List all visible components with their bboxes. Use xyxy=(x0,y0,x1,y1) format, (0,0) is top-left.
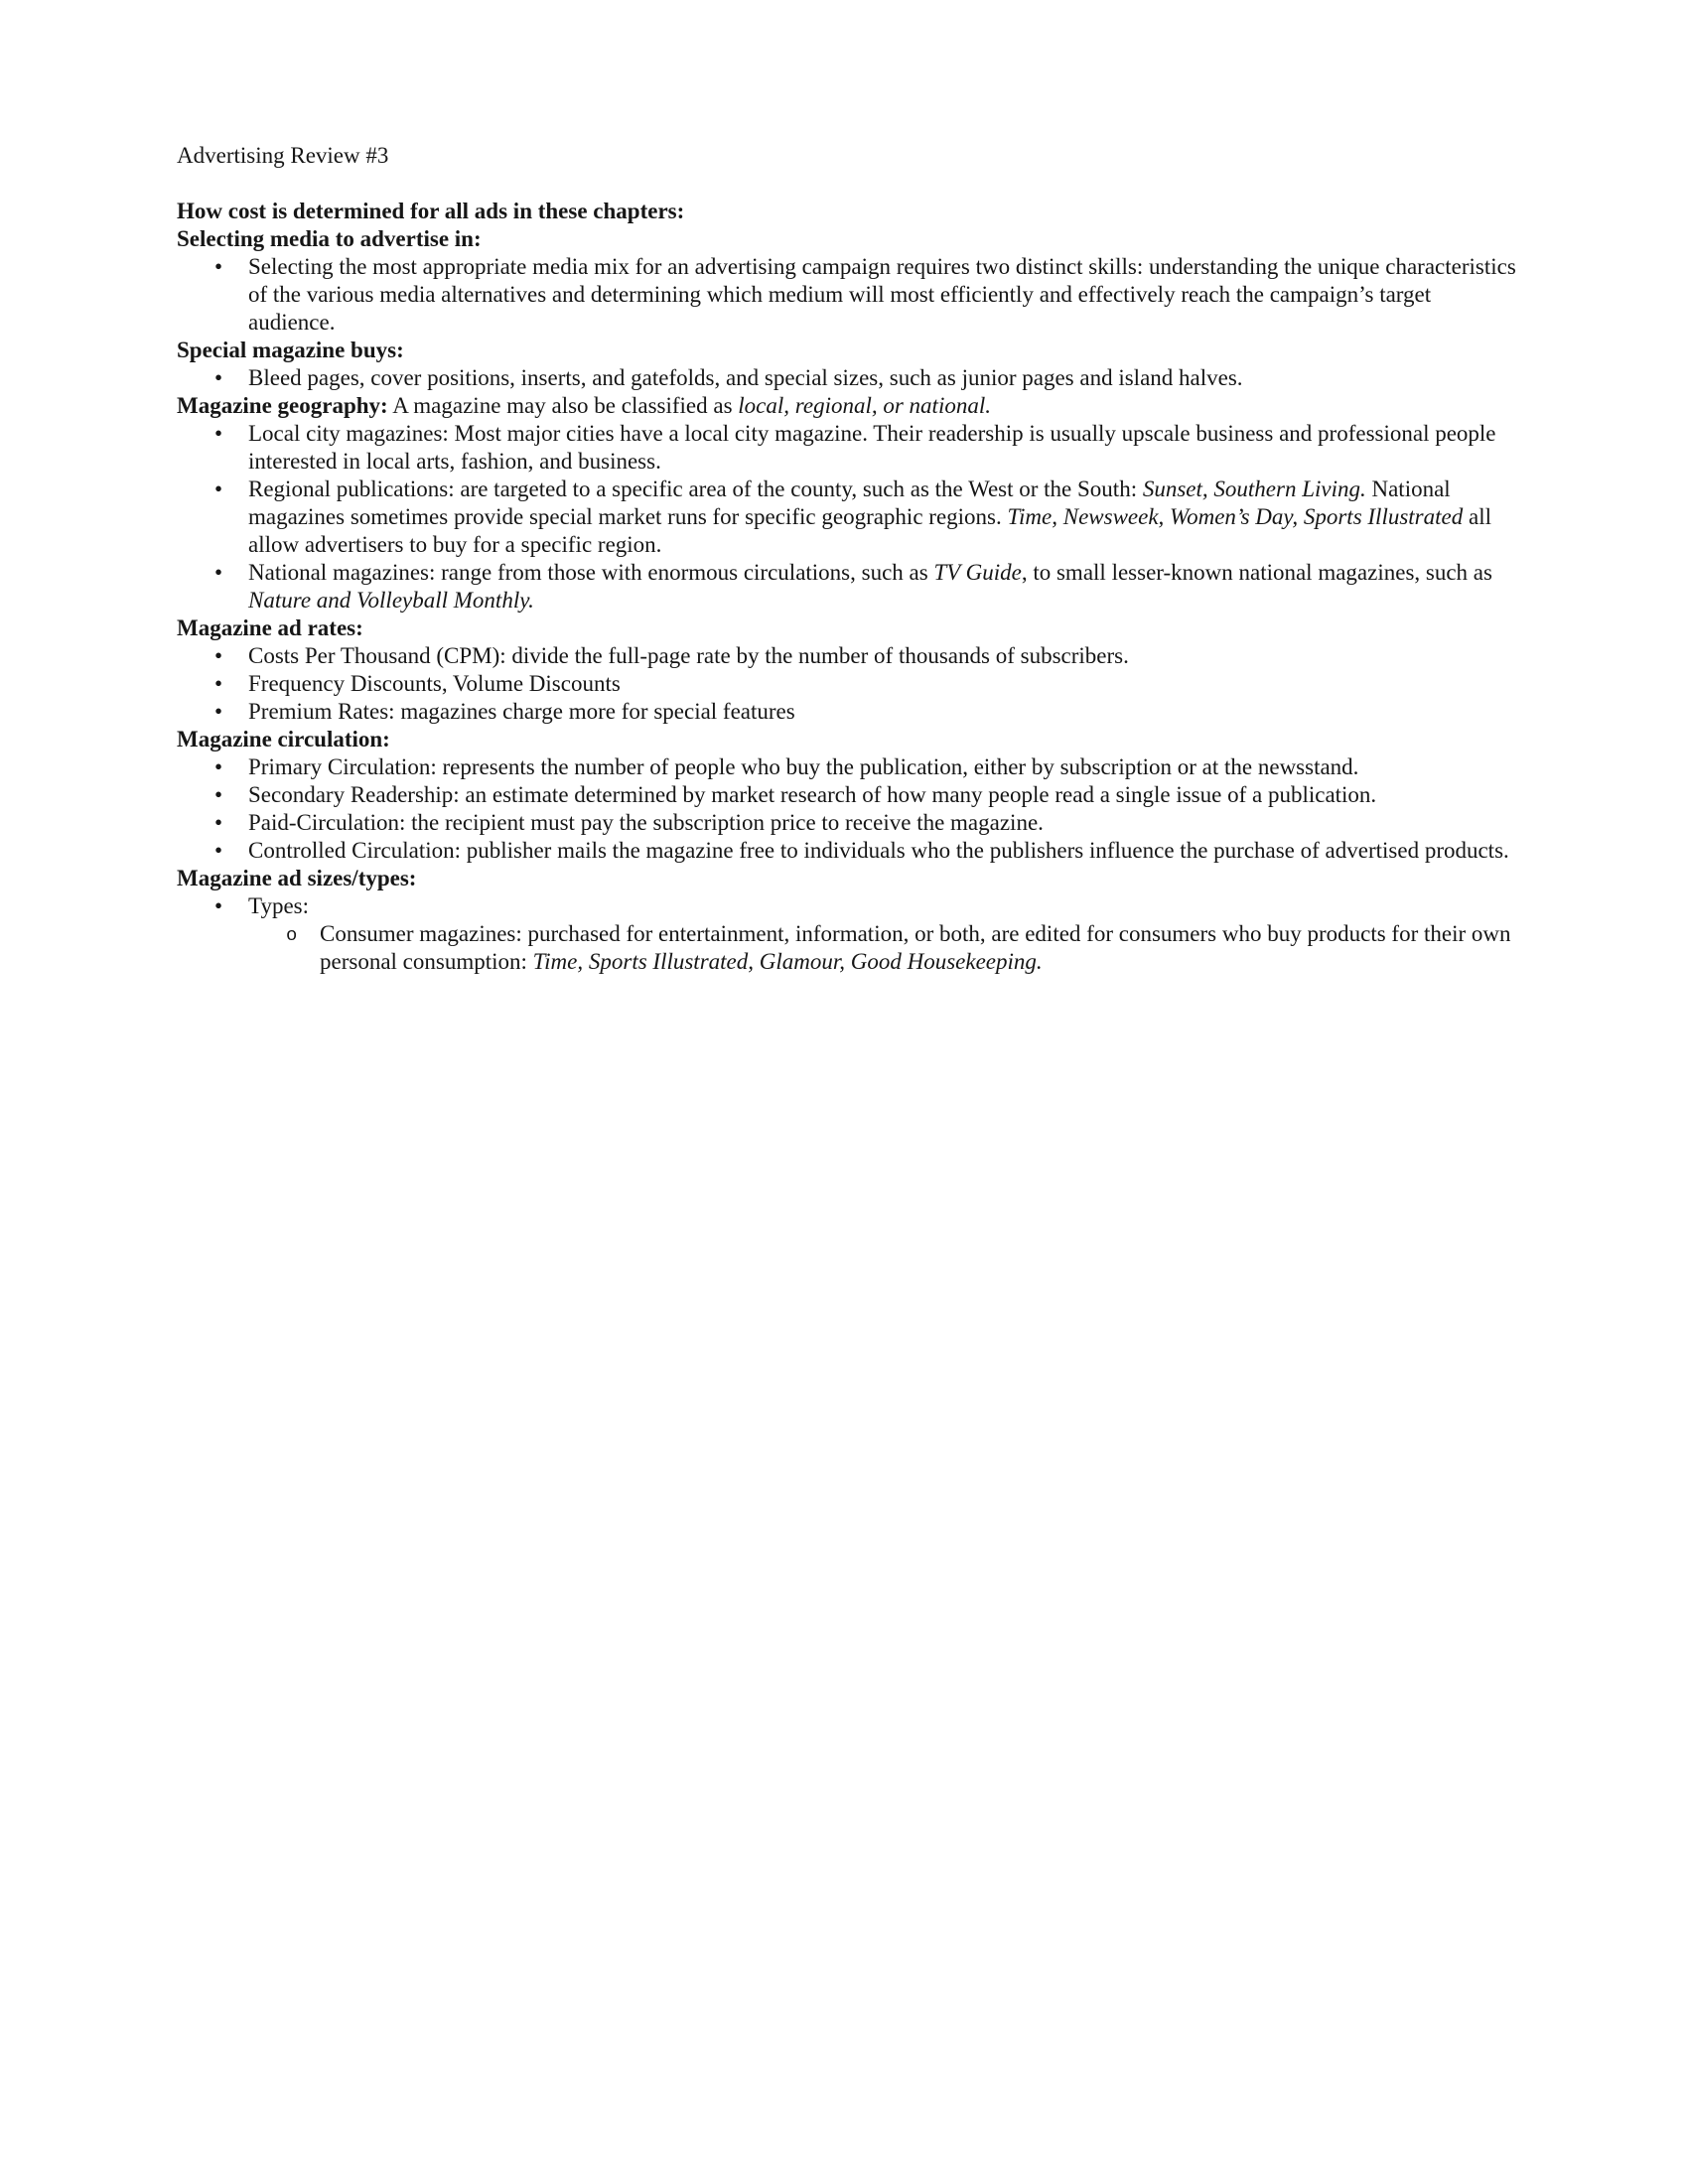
bullet-item xyxy=(177,670,1519,698)
bold-text-run: Special magazine buys: xyxy=(177,338,404,362)
disc-bullet-marker: • xyxy=(214,643,223,668)
disc-bullet-marker: • xyxy=(214,477,223,501)
bullet-item xyxy=(177,809,1519,837)
body-paragraph xyxy=(177,392,1519,420)
text-run: all allow advertisers to buy for a specific region. xyxy=(248,504,1491,557)
bullet-text xyxy=(248,893,309,918)
italic-text-run: Nature and Volleyball Monthly. xyxy=(248,588,534,613)
text-run: Costs Per Thousand (CPM): divide the full-page rate by the number of thousands of subscribers. xyxy=(248,643,1129,668)
bullet-item xyxy=(177,476,1519,559)
text-run: A magazine may also be classified as xyxy=(387,393,739,418)
text-run: National magazines sometimes provide special market runs for specific geographic regions. xyxy=(248,477,1451,529)
section-heading xyxy=(177,865,1519,892)
disc-bullet-marker: • xyxy=(214,810,223,835)
bullet-text xyxy=(248,838,1509,863)
disc-bullet-marker: • xyxy=(214,893,223,918)
bullet-text xyxy=(248,671,621,696)
bullet-text xyxy=(248,782,1376,807)
section-heading xyxy=(177,337,1519,364)
section-heading xyxy=(177,726,1519,753)
text-run: , to small lesser-known national magazines, such as xyxy=(1021,560,1492,585)
text-run: Regional publications: are targeted to a specific area of the county, such as the West or the South: xyxy=(248,477,1143,501)
italic-text-run: Time, Sports Illustrated, Glamour, Good Housekeeping. xyxy=(532,949,1043,974)
italic-text-run: Sunset, Southern Living. xyxy=(1142,477,1366,501)
text-run: Types: xyxy=(248,893,309,918)
text-run: Consumer magazines: purchased for entertainment, information, or both, are edited for consumers who buy products for their own personal consumption: xyxy=(320,921,1511,974)
disc-bullet-marker: • xyxy=(214,782,223,807)
bold-text-run: Magazine circulation: xyxy=(177,727,390,751)
text-run: Frequency Discounts, Volume Discounts xyxy=(248,671,621,696)
section-heading xyxy=(177,225,1519,253)
bullet-text xyxy=(248,810,1044,835)
disc-bullet-marker: • xyxy=(214,560,223,585)
bold-text-run: Magazine ad rates: xyxy=(177,615,363,640)
bold-text-run: How cost is determined for all ads in these chapters: xyxy=(177,199,685,223)
bold-text-run: Selecting media to advertise in: xyxy=(177,226,482,251)
bullet-text xyxy=(248,754,1358,779)
bullet-item xyxy=(177,753,1519,781)
text-run: Bleed pages, cover positions, inserts, and gatefolds, and special sizes, such as junior pages and island halves. xyxy=(248,365,1243,390)
bullet-text xyxy=(248,560,1492,613)
bullet-text xyxy=(248,421,1496,474)
bullet-item xyxy=(177,253,1519,337)
bold-text-run: Magazine ad sizes/types: xyxy=(177,866,417,890)
disc-bullet-marker: • xyxy=(214,254,223,279)
text-run: Secondary Readership: an estimate determined by market research of how many people read a single issue of a publication. xyxy=(248,782,1377,807)
bullet-item xyxy=(177,837,1519,865)
sub-bullet-item xyxy=(177,920,1519,976)
text-run: Paid-Circulation: the recipient must pay the subscription price to receive the magazine. xyxy=(248,810,1044,835)
document-title: Advertising Review #3 xyxy=(177,143,389,168)
text-run: Selecting the most appropriate media mix for an advertising campaign requires two distinct skills: understanding the unique characteristics of the various media alternatives and determining which medium will most efficiently and effectively reach the campaign’s target audience. xyxy=(248,254,1516,335)
bullet-text xyxy=(248,477,1491,557)
disc-bullet-marker: • xyxy=(214,754,223,779)
bullet-item xyxy=(177,420,1519,476)
disc-bullet-marker: • xyxy=(214,421,223,446)
italic-text-run: Time, Newsweek, Women’s Day, Sports Illustrated xyxy=(1007,504,1464,529)
document-body xyxy=(177,198,1519,976)
italic-text-run: local, regional, or national. xyxy=(738,393,991,418)
bullet-text xyxy=(248,254,1516,335)
bullet-item xyxy=(177,781,1519,809)
bullet-text xyxy=(248,643,1129,668)
section-heading xyxy=(177,198,1519,225)
bullet-item xyxy=(177,642,1519,670)
text-run: National magazines: range from those with enormous circulations, such as xyxy=(248,560,934,585)
disc-bullet-marker: • xyxy=(214,699,223,724)
disc-bullet-marker: • xyxy=(214,838,223,863)
text-run: Primary Circulation: represents the number of people who buy the publication, either by subscription or at the newsstand. xyxy=(248,754,1359,779)
bullet-text xyxy=(248,699,795,724)
bullet-text xyxy=(248,365,1243,390)
disc-bullet-marker: • xyxy=(214,671,223,696)
bullet-item xyxy=(177,559,1519,614)
bullet-item xyxy=(177,364,1519,392)
italic-text-run: TV Guide xyxy=(933,560,1022,585)
disc-bullet-marker: • xyxy=(214,365,223,390)
text-run: Local city magazines: Most major cities have a local city magazine. Their readership is usually upscale business and professional people interested in local arts, fashion, and business. xyxy=(248,421,1496,474)
bold-text-run: Magazine geography: xyxy=(177,393,388,418)
circle-bullet-marker: o xyxy=(286,924,298,946)
text-run: Controlled Circulation: publisher mails the magazine free to individuals who the publishers influence the purchase of advertised products. xyxy=(248,838,1509,863)
bullet-item xyxy=(177,892,1519,920)
bullet-item xyxy=(177,698,1519,726)
bullet-text xyxy=(320,921,1511,974)
text-run: Premium Rates: magazines charge more for special features xyxy=(248,699,795,724)
section-heading xyxy=(177,614,1519,642)
